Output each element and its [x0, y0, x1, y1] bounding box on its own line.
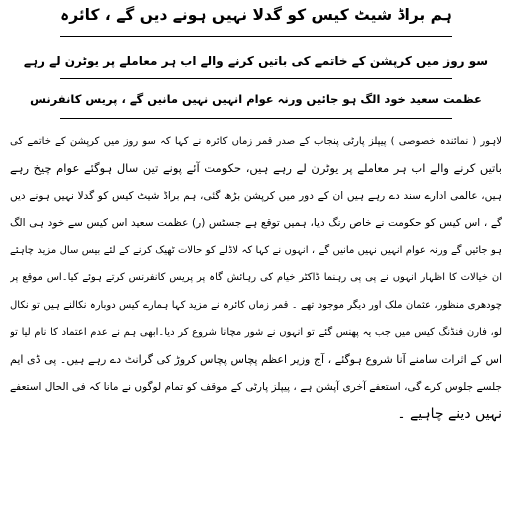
headline-1: ہم براڈ شیٹ کیس کو گدلا نہیں ہونے دیں گے ، کائرہ: [60, 6, 452, 24]
article-body: [10, 128, 502, 428]
article-line-1: لاہور ( نمائندہ خصوصی ) پیپلز پارٹی پنجاب کے صدر قمر زماں کائرہ نے کہا کہ سو روز میں کرپشن کے خاتمے کی: [10, 136, 502, 147]
article-line-8: لو، فارن فنڈنگ کیس میں جب یہ پھنس گئے تو انہوں نے شور مچانا شروع کر دیا۔ابھی ہم نے عدم اعتماد کا نام لیا تو: [10, 327, 502, 339]
headline-divider-2: [60, 78, 452, 79]
article-line-3: ہیں، عالمی ادارے سند دے رہے ہیں ان کے دور میں کرپشن بڑھ گئی، ہم براڈ شیٹ کیس کو گدلا نہیں ہونے دیں: [10, 189, 502, 202]
headline-divider-3: [60, 118, 452, 119]
article-line-9: اس کے اثرات سامنے آنا شروع ہوگئے ، آج وزیر اعظم پچاس پچاس کروڑ کی گرانٹ دے رہے ہیں۔ پی ڈی ایم: [10, 353, 502, 367]
headline-2: سو روز میں کرپشن کے خاتمے کی باتیں کرنے والے اب ہر معاملے پر یوٹرن لے رہے: [23, 54, 489, 68]
article-line-6: ان خیالات کا اظہار انہوں نے پی پی رہنما ڈاکٹر خیام کی رہائش گاہ پر پریس کانفرنس کرتے ہوئے کیا۔اس موقع پر: [10, 272, 502, 284]
article-line-11: نہیں دینے چاہیے ۔: [397, 405, 502, 422]
headline-divider-1: [60, 36, 452, 37]
article-line-7: چودھری منظور، عثمان ملک اور دیگر موجود تھے ۔ قمر زماں کائرہ نے مزید کہا ہمارے کیس دوبارہ نکالنے ہیں تو نکال: [10, 299, 502, 311]
article-line-10: جلسے جلوس کرے گی، استعفے آخری آپشن ہے ، پیپلز پارٹی کے موقف کو تمام لوگوں نے مانا کہ فی الحال استعفے: [10, 380, 502, 393]
headline-3: عظمت سعید خود الگ ہو جائیں ورنہ عوام انہیں نہیں مانیں گے ، پریس کانفرنس: [30, 92, 482, 106]
article-line-5: ہو جائیں گے ورنہ عوام انہیں نہیں مانیں گے ، انہوں نے کہا کہ لاڈلے کو حالات ٹھیک کرنے کے لئے بیس سال مزید چاہئے: [10, 245, 502, 257]
article-line-4: گے ، اس کیس کو حکومت نے خاص رنگ دیا، ہمیں توقع ہے جسٹس (ر) عظمت سعید اس کیس سے خود ہی الگ: [10, 216, 502, 229]
article-line-2: باتیں کرنے والے اب ہر معاملے پر یوٹرن لے رہے ہیں، حکومت آئے پونے تین سال ہوگئے عوام چیخ رہے: [10, 161, 502, 176]
